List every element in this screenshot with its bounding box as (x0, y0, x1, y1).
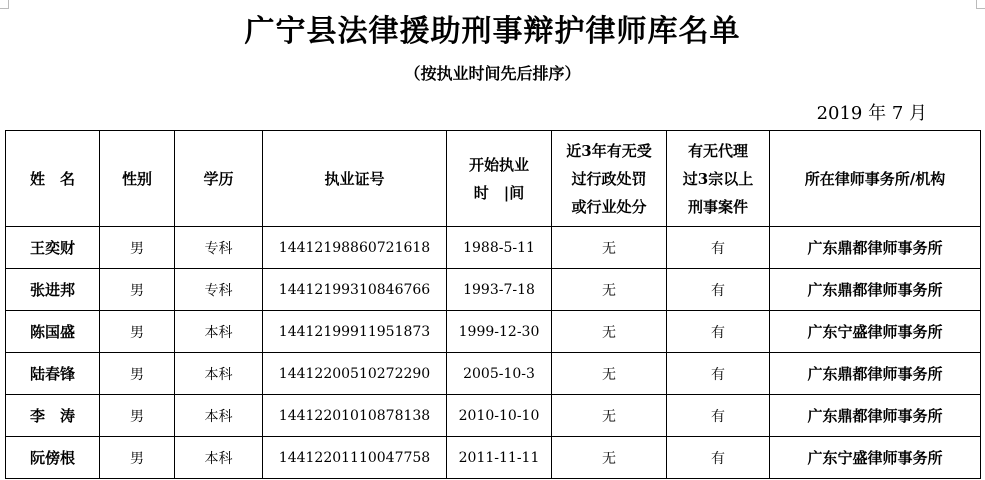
cell-cases: 有 (667, 227, 770, 269)
cell-firm: 广东鼎都律师事务所 (770, 227, 981, 269)
cell-penalty: 无 (552, 395, 667, 437)
cell-start-date: 2005-10-3 (447, 353, 552, 395)
cell-education: 本科 (175, 395, 263, 437)
cell-penalty: 无 (552, 269, 667, 311)
header-penalty (552, 131, 667, 227)
cell-gender: 男 (100, 311, 175, 353)
cell-name: 陈国盛 (6, 311, 100, 353)
header-gender: 性别 (100, 131, 175, 227)
table-row (6, 395, 981, 437)
header-education: 学历 (175, 131, 263, 227)
table-row (6, 311, 981, 353)
cell-gender: 男 (100, 437, 175, 479)
document-subtitle: （按执业时间先后排序） (404, 64, 581, 83)
header-cases (667, 131, 770, 227)
cell-name: 李 涛 (6, 395, 100, 437)
cell-name: 阮傍根 (6, 437, 100, 479)
table-header-row (6, 131, 981, 227)
cell-license: 14412198860721618 (263, 227, 447, 269)
cell-start-date: 1999-12-30 (447, 311, 552, 353)
cell-penalty: 无 (552, 227, 667, 269)
document-date: 2019 年 7 月 (816, 103, 927, 124)
cell-start-date: 2011-11-11 (447, 437, 552, 479)
lawyer-roster-table (5, 130, 981, 479)
cell-firm: 广东鼎都律师事务所 (770, 353, 981, 395)
cell-penalty: 无 (552, 353, 667, 395)
cell-license: 14412199911951873 (263, 311, 447, 353)
cell-firm: 广东鼎都律师事务所 (770, 269, 981, 311)
table-row (6, 269, 981, 311)
page-corner-mark (976, 0, 985, 9)
cell-cases: 有 (667, 269, 770, 311)
cell-cases: 有 (667, 311, 770, 353)
header-license: 执业证号 (263, 131, 447, 227)
cell-cases: 有 (667, 437, 770, 479)
cell-start-date: 2010-10-10 (447, 395, 552, 437)
cell-firm: 广东宁盛律师事务所 (770, 311, 981, 353)
cell-name: 王奕财 (6, 227, 100, 269)
cell-firm: 广东宁盛律师事务所 (770, 437, 981, 479)
header-penalty-line3: 或行业处分 (571, 197, 647, 216)
cell-education: 本科 (175, 353, 263, 395)
header-penalty-line2: 过行政处罚 (571, 169, 647, 188)
header-cases-line1: 有无代理 (687, 141, 748, 160)
table-row (6, 437, 981, 479)
cell-education: 专科 (175, 227, 263, 269)
cell-name: 张进邦 (6, 269, 100, 311)
header-start-line1: 开始执业 (468, 155, 529, 174)
header-cases-line3: 刑事案件 (687, 197, 748, 216)
cell-education: 本科 (175, 437, 263, 479)
cell-penalty: 无 (552, 437, 667, 479)
cell-license: 14412201010878138 (263, 395, 447, 437)
cell-license: 14412201110047758 (263, 437, 447, 479)
table-row (6, 227, 981, 269)
header-start-line2: 时 |间 (473, 183, 525, 202)
cell-gender: 男 (100, 269, 175, 311)
cell-cases: 有 (667, 353, 770, 395)
table-row (6, 353, 981, 395)
cell-education: 专科 (175, 269, 263, 311)
cell-gender: 男 (100, 227, 175, 269)
header-cases-line2: 过3宗以上 (682, 169, 754, 188)
cell-gender: 男 (100, 395, 175, 437)
document-title: 广宁县法律援助刑事辩护律师库名单 (244, 14, 741, 49)
cell-gender: 男 (100, 353, 175, 395)
cell-cases: 有 (667, 395, 770, 437)
page-corner-mark (0, 0, 9, 9)
header-start-date (447, 131, 552, 227)
cell-firm: 广东鼎都律师事务所 (770, 395, 981, 437)
cell-penalty: 无 (552, 311, 667, 353)
header-name: 姓 名 (6, 131, 100, 227)
cell-start-date: 1993-7-18 (447, 269, 552, 311)
cell-start-date: 1988-5-11 (447, 227, 552, 269)
header-firm: 所在律师事务所/机构 (770, 131, 981, 227)
cell-license: 14412199310846766 (263, 269, 447, 311)
header-penalty-line1: 近3年有无受 (566, 141, 652, 160)
cell-license: 14412200510272290 (263, 353, 447, 395)
cell-name: 陆春锋 (6, 353, 100, 395)
cell-education: 本科 (175, 311, 263, 353)
